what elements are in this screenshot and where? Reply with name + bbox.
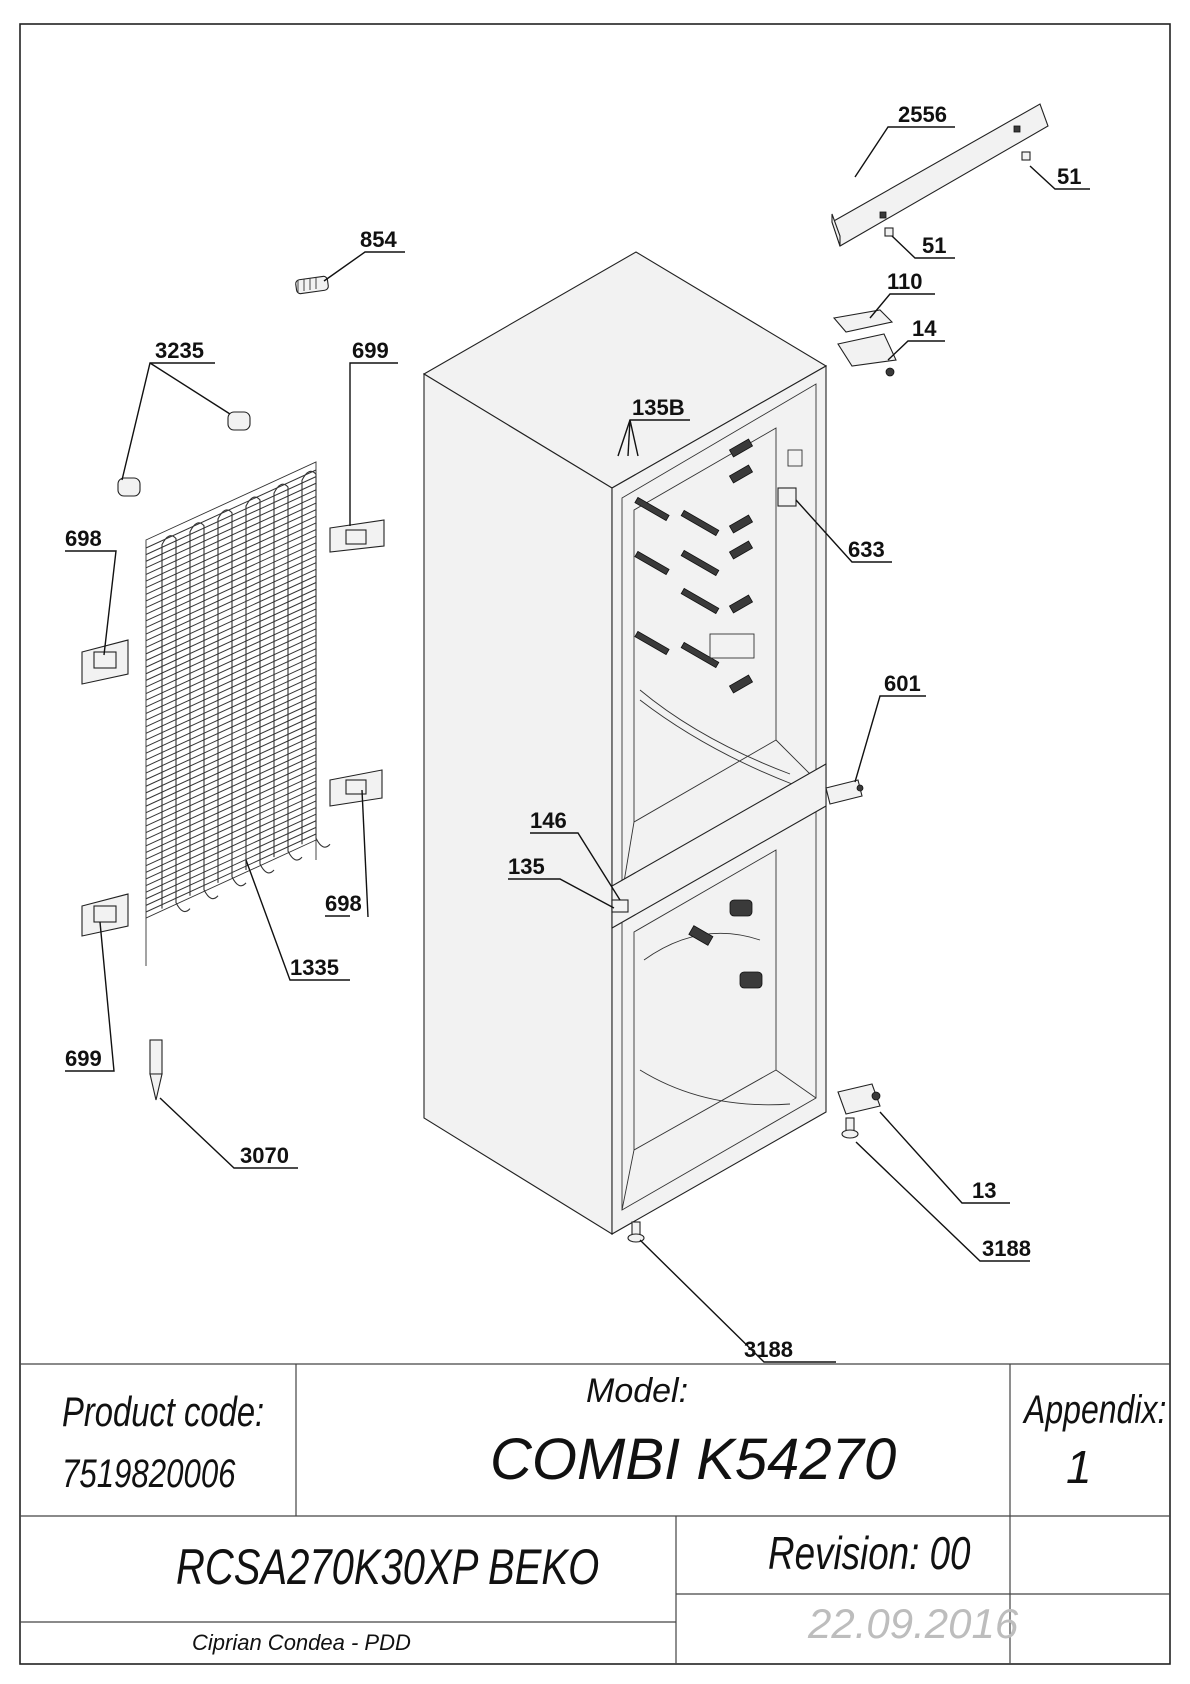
- callout: 699: [65, 1046, 102, 1071]
- model-name: COMBI K54270: [490, 1427, 897, 1492]
- callout: 633: [848, 537, 885, 562]
- part-3188-foot-front: [628, 1222, 644, 1242]
- callout: 698: [325, 891, 362, 916]
- part-3235-grommets: [118, 412, 250, 496]
- callout: 1335: [290, 955, 339, 980]
- part-699-bracket-bottom: [82, 894, 128, 936]
- callout: 3070: [240, 1143, 289, 1168]
- part-146-135-mullion-bracket: [612, 900, 628, 912]
- callout: 135B: [632, 395, 685, 420]
- part-3070-drain-pin: [150, 1040, 162, 1100]
- callout: 699: [352, 338, 389, 363]
- part-13-bottom-hinge: [838, 1084, 880, 1114]
- part-601-middle-hinge: [826, 780, 863, 804]
- author: Ciprian Condea - PDD: [192, 1630, 411, 1655]
- callout: 13: [972, 1178, 997, 1203]
- callout: 2556: [898, 102, 947, 127]
- revision: Revision: 00: [768, 1527, 971, 1579]
- callout: 854: [360, 227, 397, 252]
- callout: 3188: [982, 1236, 1031, 1261]
- callout: 110: [887, 269, 923, 294]
- part-3188-foot-right: [842, 1118, 858, 1138]
- callout: 51: [922, 233, 947, 258]
- callout: 51: [1057, 164, 1082, 189]
- callout: 14: [912, 316, 937, 341]
- part-110-14-top-hinge: [834, 310, 896, 376]
- cabinet: [424, 252, 826, 1234]
- product-code-value: 7519820006: [62, 1452, 236, 1496]
- product-name: RCSA270K30XP BEKO: [176, 1539, 600, 1595]
- callout: 146: [530, 808, 567, 833]
- part-854-bolt: [295, 276, 329, 294]
- appendix-value: 1: [1066, 1441, 1092, 1493]
- product-code-label: Product code:: [62, 1388, 265, 1435]
- callout: 3235: [155, 338, 204, 363]
- part-699-bracket-top: [330, 520, 384, 552]
- callout: 3188: [744, 1337, 793, 1362]
- part-698-bracket-right: [330, 770, 382, 806]
- callout: 698: [65, 526, 102, 551]
- part-633-switch: [778, 488, 796, 506]
- date: 22.09.2016: [808, 1600, 1019, 1647]
- callout: 601: [884, 671, 921, 696]
- part-1335-condenser: [146, 462, 330, 966]
- appendix-label: Appendix:: [1024, 1388, 1167, 1432]
- callout: 135: [508, 854, 545, 879]
- model-label: Model:: [586, 1372, 689, 1410]
